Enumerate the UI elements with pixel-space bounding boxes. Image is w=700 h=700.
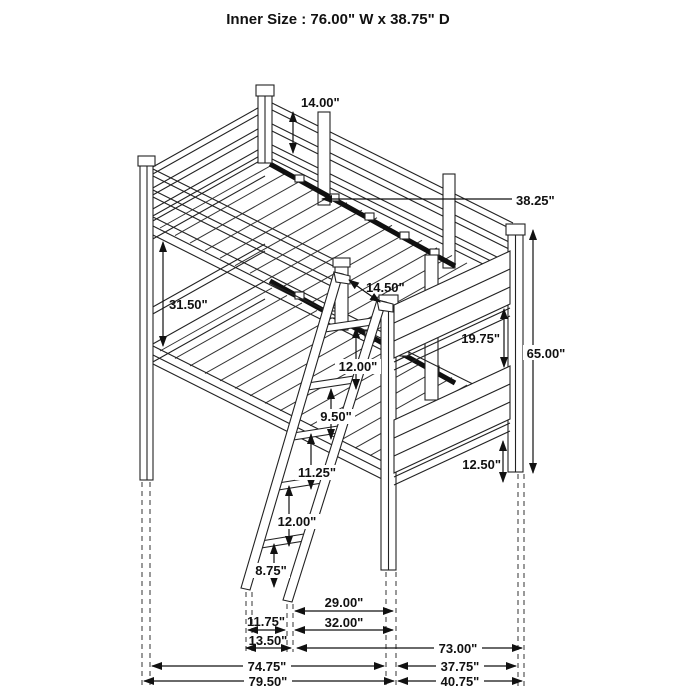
dim-ladder-spacing-third: 11.25"	[298, 465, 336, 480]
dim-ladder-spacing-second: 9.50"	[320, 409, 352, 424]
upper-head-rails	[151, 104, 265, 240]
dim-foot-end-bottom-clearance: 12.50"	[462, 457, 501, 472]
dim-bed-depth-overall: 40.75"	[440, 674, 480, 689]
back-guardrail-post	[443, 174, 455, 268]
dim-bed-length-inner: 73.00"	[438, 641, 478, 656]
dim-ladder-foot-outer: 13.50"	[248, 633, 288, 648]
dim-foot-end-gap: 19.75"	[461, 331, 500, 346]
dim-front-guardrail-height: 14.50"	[366, 280, 405, 295]
dim-bunk-spacing-left: 31.50"	[169, 297, 208, 312]
dim-ladder-spacing-fourth: 12.00"	[277, 514, 317, 529]
dim-bed-length-frame: 74.75"	[247, 659, 287, 674]
upper-center-support-rail	[270, 164, 455, 266]
dim-center-support-rail: 38.25"	[516, 193, 555, 208]
dim-overall-height: 65.00"	[526, 346, 566, 361]
dim-bed-depth-inner: 37.75"	[440, 659, 480, 674]
dim-ladder-spacing-bottom: 8.75"	[255, 563, 287, 578]
ladder-right-rail	[283, 300, 386, 602]
upper-foot-panel	[394, 251, 510, 370]
dim-back-guardrail-height: 14.00"	[301, 95, 340, 110]
dim-bed-length-overall: 79.50"	[248, 674, 288, 689]
dim-ladder-foot-inner: 11.75"	[247, 614, 285, 629]
dim-ladder-spacing-top: 12.00"	[338, 359, 378, 374]
dim-ladder-projection-outer: 32.00"	[324, 615, 364, 630]
dim-ladder-projection-inner: 29.00"	[324, 595, 364, 610]
diagram-title: Inner Size : 76.00" W x 38.75" D	[226, 11, 450, 28]
